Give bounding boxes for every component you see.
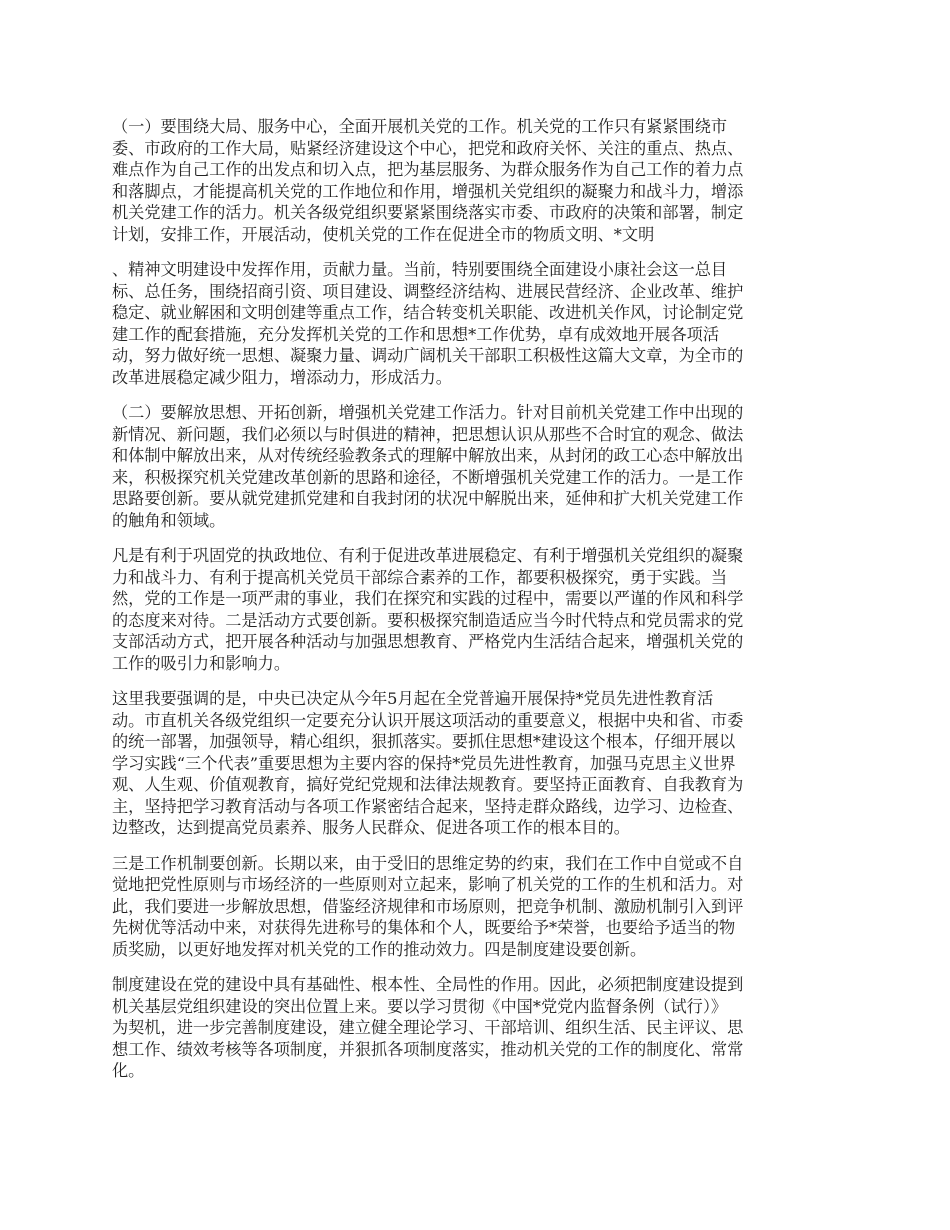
paragraph-7: 制度建设在党的建设中具有基础性、根本性、全局性的作用。因此，必须把制度建设提到 机关基层党组织建设的突出位置上来。要以学习贯彻《中国*党党内监督条例（试行）》 为契机，进一步完善制度建设，建立健全理论学习、干部培训、组织生活、民主评议、思 想工作、绩效考核等各项制度，并狠抓各项制度落实，推动机关党的工作的制度化、常常 化。	[112, 975, 744, 1080]
paragraph-2: 、精神文明建设中发挥作用，贡献力量。当前，特别要围绕全面建设小康社会这一总目 标、总任务，围绕招商引资、项目建设、调整经济结构、进展民营经济、企业改革、维护 稳定、就业解困和文明创建等重点工作，结合转变机关职能、改进机关作风，讨论制定党 建工作的配套措施，充分发挥机关党的工作和思想*工作优势，卓有成效地开展各项活 动，努力做好统一思想、凝聚力量、调动广阔机关干部职工积极性这篇大文章，为全市的 改革进展稳定减少阻力，增添动力，形成活力。	[112, 260, 744, 387]
paragraph-6: 三是工作机制要创新。长期以来，由于受旧的思维定势的约束，我们在工作中自觉或不自 觉地把党性原则与市场经济的一些原则对立起来，影响了机关党的工作的生机和活力。对 此，我们要进一步解放思想，借鉴经济规律和市场原则，把竞争机制、激励机制引入到评 先树优等活动中来，对获得先进称号的集体和个人，既要给予*荣誉，也要给予适当的物 质奖励，以更好地发挥对机关党的工作的推动效力。四是制度建设要创新。	[112, 853, 744, 959]
paragraph-3: （二）要解放思想、开拓创新，增强机关党建工作活力。针对目前机关党建工作中出现的 新情况、新问题，我们必须以与时俱进的精神，把思想认识从那些不合时宜的观念、做法 和体制中解放出来，从对传统经验教条式的理解中解放出来，从封闭的政工心态中解放出 来，积极探究机关党建改革创新的思路和途径，不断增强机关党建工作的活力。一是工作 思路要创新。要从就党建抓党建和自我封闭的状况中解脱出来，延伸和扩大机关党建工作 的触角和领域。	[112, 403, 744, 530]
document-page	[112, 116, 840, 1096]
paragraph-1: （一）要围绕大局、服务中心，全面开展机关党的工作。机关党的工作只有紧紧围绕市 委、市政府的工作大局，贴紧经济建设这个中心，把党和政府关怀、关注的重点、热点、 难点作为自己工作的出发点和切入点，把为基层服务、为群众服务作为自己工作的着力点 和落脚点，才能提高机关党的工作地位和作用，增强机关党组织的凝聚力和战斗力，增添 机关党建工作的活力。机关各级党组织要紧紧围绕落实市委、市政府的决策和部署，制定 计划，安排工作，开展活动，使机关党的工作在促进全市的物质文明、*文明	[112, 117, 744, 244]
paragraph-5: 这里我要强调的是，中央已决定从今年5月起在全党普遍开展保持*党员先进性教育活 动。市直机关各级党组织一定要充分认识开展这项活动的重要意义，根据中央和省、市委 的统一部署，加强领导，精心组织，狠抓落实。要抓住思想*建设这个根本，仔细开展以 学习实践“三个代表”重要思想为主要内容的保持*党员先进性教育，加强马克思主义世界 观、人生观、价值观教育，搞好党纪党规和法律法规教育。要坚持正面教育、自我教育为 主，坚持把学习教育活动与各项工作紧密结合起来，坚持走群众路线，边学习、边检查、 边整改，达到提高党员素养、服务人民群众、促进各项工作的根本目的。	[112, 689, 744, 837]
paragraph-4: 凡是有利于巩固党的执政地位、有利于促进改革进展稳定、有利于增强机关党组织的凝聚 力和战斗力、有利于提高机关党员干部综合素养的工作，都要积极探究，勇于实践。当 然，党的工作是一项严肃的事业，我们在探究和实践的过程中，需要以严谨的作风和科学 的态度来对待。二是活动方式要创新。要积极探究制造适应当今时代特点和党员需求的党 支部活动方式，把开展各种活动与加强思想教育、严格党内生活结合起来，增强机关党的 工作的吸引力和影响力。	[112, 546, 744, 673]
